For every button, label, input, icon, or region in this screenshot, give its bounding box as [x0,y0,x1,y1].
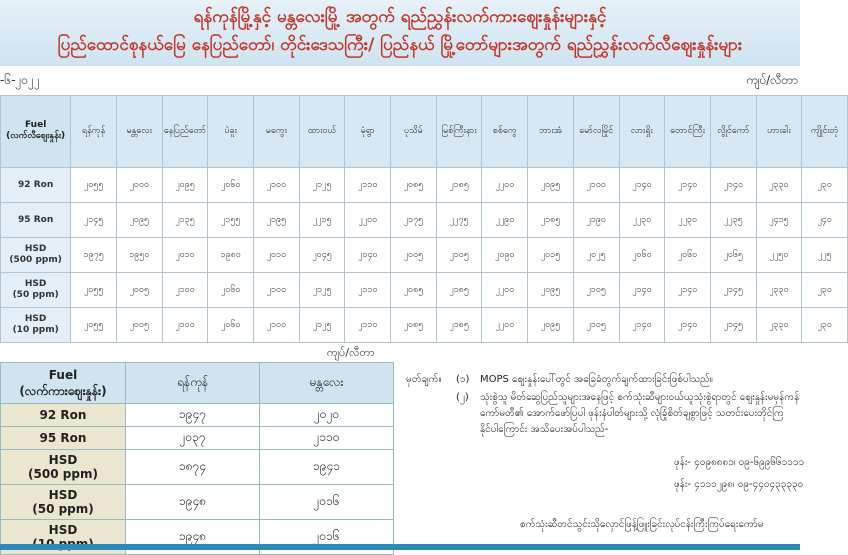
price-cell: ၂၁၄၀ [619,273,665,308]
price-cell: ၂၃၃၀ [756,168,802,203]
price-cell: ၂၂၀၀ [482,168,528,203]
price-cell: ၁၈၇၄ [126,450,260,485]
city-column-header: မုံရွာ [345,96,391,168]
price-cell: ၁၉၄၈ [126,485,260,520]
price-cell: ၂၀၈၅ [391,168,437,203]
price-cell: ၂၁၀၀ [162,308,208,343]
note-2-number: (၂) [456,392,469,403]
price-cell: ၁၉၇၅ [71,238,117,273]
price-cell: ၂၀၂၅ [573,238,619,273]
price-cell: ၂၀၉၅ [116,203,162,238]
city-column-header: ဘားအံ [528,96,574,168]
price-cell: ၂၁၄၀ [665,308,711,343]
price-cell: ၂၂၅ [802,238,848,273]
city-column-header: ကျိုင်းတုံ [802,96,848,168]
price-cell: ၂၀၅၅ [71,308,117,343]
city-column-header: ထားဝယ် [299,96,345,168]
price-cell: ၂၀၀၅ [391,238,437,273]
city-column-header: ပုသိမ် [391,96,437,168]
note-1-text: MOPS ဈေးနှုန်းပေါ်တွင် အခြေခံတွက်ချက်ထားခြင်းဖြစ်ပါသည်။ [480,374,713,385]
price-cell: ၂၁၄၅ [710,273,756,308]
price-cell: ၂၁၂၅ [299,168,345,203]
price-cell: ၁၉၄၈ [126,520,260,555]
fuel-type-cell: 95 Ron [1,203,71,238]
price-cell: ၂၀၉၅ [528,308,574,343]
price-cell: ၂၀၆၀ [208,168,254,203]
price-cell: ၂၁၄၀ [710,168,756,203]
price-cell: ၂၀၅၅ [71,168,117,203]
price-cell: ၂၁၀၀ [573,168,619,203]
price-cell: ၂၁၇၅ [391,203,437,238]
price-cell: ၁၉၅၀ [116,238,162,273]
unit-label-top: ကျပ်/လီတာ [745,73,798,87]
price-cell: ၂၁၄၀ [619,308,665,343]
price-cell: ၂၃၀ [802,168,848,203]
table-row [1,238,848,273]
table-row [1,427,394,450]
price-cell: ၂၁၀၅ [573,273,619,308]
price-cell: ၂၁၁၀ [345,168,391,203]
title-line-2: ပြည်ထောင်စုနယ်မြေ နေပြည်တော်၊ တိုင်းဒေသကြီး/ ပြည်နယ် မြို့တော်များအတွက် ရည်ညွှန်းလက်လီဈေးနှုန်းများ [57,35,743,55]
fuel-column-header: Fuel (လက်လီဈေးနှုန်း) [1,96,71,168]
price-cell: ၂၁၈၅ [436,308,482,343]
price-cell: ၂၁၁၀ [345,308,391,343]
price-cell: ၂၁၄၀ [665,273,711,308]
price-cell: ၁၉၈၀ [208,238,254,273]
city-column-header: မကွေး [254,96,300,168]
price-cell: ၂၄၁၅ [756,203,802,238]
price-cell: ၂၁၈၅ [436,168,482,203]
fuel-type-cell: HSD [1,520,126,555]
wholesale-price-table [0,362,394,555]
city-column-header: ရန်ကုန် [126,363,260,404]
fuel-column-header: Fuel (လက်ကားဈေးနှုန်း) [1,363,126,404]
city-column-header: တောင်ကြီး [665,96,711,168]
price-cell: ၂၀၁၅ [528,238,574,273]
table-row [1,485,394,520]
price-cell: ၂၂၃၅ [710,203,756,238]
price-cell: ၂၀၄၀ [345,238,391,273]
price-cell: ၂၁၉၀ [573,203,619,238]
price-cell: ၂၀၁၀ [254,238,300,273]
title-line-1: ရန်ကုန်မြို့နှင့် မန္တလေးမြို့ အတွက် ရည်ညွှန်းလက်ကားဈေးနှုန်းများနှင့် [193,7,607,27]
city-column-header: စစ်ကွေ [482,96,528,168]
price-cell: ၁၉၄၇ [126,404,260,427]
fuel-type-cell: HSD (10 ppm) [1,308,71,343]
table-row [1,203,848,238]
fuel-type-cell: HSD (500 ppm) [1,238,71,273]
note-2-text-line-2: ကော်မတီ၏ အောက်ဖော်ပြပါ ဖုန်းနံပါတ်များသို့ လုံခြုံစိတ်ချစွာဖြင့် သတင်းပေးတိုင်ကြ [480,408,784,419]
price-cell: ၂၀၄၅ [299,238,345,273]
price-cell: ၂၀၆၀ [665,238,711,273]
price-cell: ၂၀၅၅ [71,273,117,308]
retail-price-table [0,95,848,343]
price-cell: ၂၃၀ [802,273,848,308]
price-cell: ၁၉၄၁ [260,450,394,485]
note-2-text-line-1: သုံးစွဲသူ မိတ်ဆွေပြည်သူများအနေဖြင့် စက်သုံးဆီများဝယ်ယူသုံးစွဲရာတွင် ဈေးနှုန်းမမှန်ကန် [480,392,800,403]
price-cell: ၂၀၆၀ [208,273,254,308]
price-cell: ၂၁၀၀ [254,168,300,203]
price-cell: ၂၀၉၀ [482,238,528,273]
price-cell: ၂၃၃၀ [756,308,802,343]
price-cell: ၂၁၈၅ [436,273,482,308]
price-cell: ၂၂၀၀ [482,273,528,308]
city-column-header: ရန်ကုန် [71,96,117,168]
price-cell: ၂၀၉၅ [528,168,574,203]
city-column-header: နေပြည်တော် [162,96,208,168]
price-cell: ၂၁၄၅ [71,203,117,238]
table-row [1,450,394,485]
unit-label-mid: ကျပ်/လီတာ [327,346,375,359]
city-column-header: မော်လမြိုင် [573,96,619,168]
price-cell: ၂၁၂၅ [299,308,345,343]
price-cell: ၂၃၃၀ [756,273,802,308]
fuel-type-cell: HSD (50 ppm) [1,273,71,308]
price-cell: ၂၃၀ [802,308,848,343]
city-column-header: မြစ်ကြီးနား [436,96,482,168]
phone-number-2: ဖုန်း- ၄၁၁၁၂၉၈၊ ၀၉-၄၄၀၄၃၃၃၃၀ [674,479,804,490]
price-cell: ၂၂၁၅ [299,203,345,238]
price-cell: ၂၀၃၇ [126,427,260,450]
table-row [1,404,394,427]
city-column-header: လွိုင်ကော် [710,96,756,168]
price-cell: ၂၂၀၀ [345,203,391,238]
price-cell: ၂၁၁၀ [260,427,394,450]
price-cell: ၂၁၀၀ [254,308,300,343]
price-cell: ၂၀၆၀ [208,308,254,343]
price-cell: ၂၀၈၅ [391,273,437,308]
price-cell: ၂၂၉၀ [482,203,528,238]
price-cell: ၂၂၃၀ [619,203,665,238]
price-cell: ၂၁၄၀ [665,168,711,203]
price-cell: ၂၂၅၀ [756,238,802,273]
price-cell: ၂၀၀၅ [116,308,162,343]
price-cell: ၂၁၀၀ [254,273,300,308]
city-column-header: ပဲခူး [208,96,254,168]
price-cell: ၂၁၈၅ [528,203,574,238]
note-1-number: (၁) [456,374,470,385]
price-cell: ၂၀၂၀ [260,404,394,427]
fuel-type-cell: 92 Ron [1,404,126,427]
city-column-header: ဟားခါး [756,96,802,168]
note-2-text-line-3: နိုင်ပါကြောင်း အသိပေးအပ်ပါသည်- [480,424,609,435]
bottom-accent-bar [0,544,800,550]
table-row [1,168,848,203]
price-cell: ၂၀၉၅ [162,168,208,203]
fuel-type-cell: 92 Ron [1,168,71,203]
price-cell: ၂၀၀၅ [116,273,162,308]
price-cell: ၂၀၈၅ [391,308,437,343]
price-cell: ၂၁၁၀ [345,273,391,308]
price-cell: ၂၂၃၀ [665,203,711,238]
committee-footer: စက်သုံးဆီတင်သွင်းသိုလှောင်ဖြန့်ဖြူးခြင်းလုပ်ငန်းကြီးကြပ်ရေးကော်မ [520,519,764,530]
price-cell: ၂၀၉၅ [528,273,574,308]
fuel-type-cell: HSD (50 ppm) [1,485,126,520]
price-cell: ၂၀၆၅ [710,238,756,273]
price-cell: ၂၁၃၅ [162,203,208,238]
city-column-header: လားရှိုး [619,96,665,168]
notes-label: မှတ်ချက်။ [406,374,442,385]
price-cell: ၂၁၀၅ [573,308,619,343]
price-cell: ၂၁၅၅ [208,203,254,238]
price-cell: ၂၁၉၅ [254,203,300,238]
price-cell: ၂၀၁၀ [162,238,208,273]
price-cell: ၂၁၄၅ [710,308,756,343]
price-cell: ၂၁၀၅ [436,238,482,273]
price-cell: ၂၂၇၅ [436,203,482,238]
city-column-header: မန္တလေး [116,96,162,168]
price-cell: ၂၀၁၆ [260,485,394,520]
title-banner [0,0,800,66]
table-row [1,308,848,343]
price-cell: ၂၁၄၀ [619,168,665,203]
price-cell: ၂၁၂၅ [299,273,345,308]
price-cell: ၂၀၁၆ [260,520,394,555]
price-cell: ၂၁၀၀ [162,273,208,308]
price-cell: ၂၀၀၀ [116,168,162,203]
announcement-date: -၆-၂၀၂၂ [0,73,40,87]
price-cell: ၂၄၀ [802,203,848,238]
fuel-type-cell: 95 Ron [1,427,126,450]
fuel-type-cell: HSD (500 ppm) [1,450,126,485]
phone-number-1: ဖုန်း- ၄၀၉၈၈၈၁၊ ၀၉-၆၉၉၆၆၁၁၁၁ [674,457,805,468]
table-row [1,273,848,308]
price-cell: ၂၂၀၀ [482,308,528,343]
price-cell: ၂၀၆၀ [619,238,665,273]
city-column-header: မန္တလေး [260,363,394,404]
